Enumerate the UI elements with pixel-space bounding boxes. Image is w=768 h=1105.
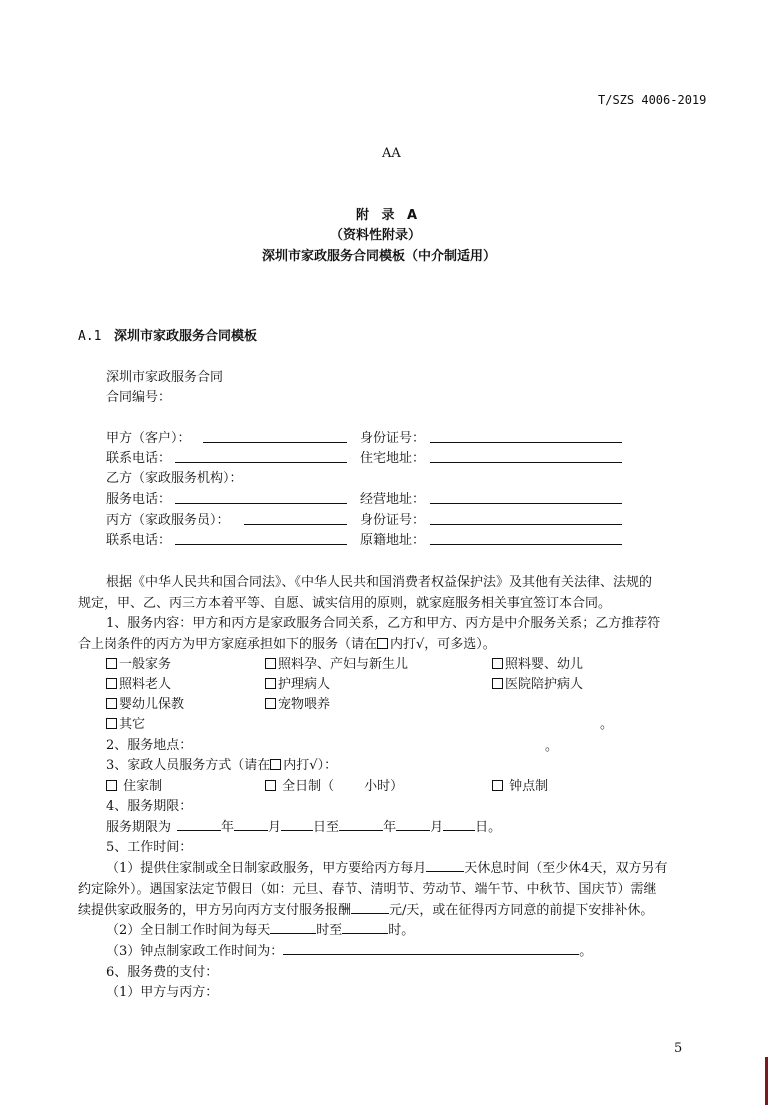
- service-location-label: 2、服务地点：: [106, 738, 193, 753]
- appendix-title: 附 录 A: [356, 208, 418, 223]
- service-content-line-2: [78, 633, 496, 652]
- checkbox-icon[interactable]: [106, 718, 117, 729]
- checkbox-icon[interactable]: [106, 780, 117, 791]
- service-content-line-1: 1、服务内容：甲方和丙方是家政服务合同关系，乙方和甲方、丙方是中介服务关系；乙方推荐符: [106, 616, 661, 631]
- service-option[interactable]: [492, 673, 583, 692]
- work-time-1-text-b: 天休息时间（至少休4天，双方另有: [464, 861, 668, 876]
- service-option[interactable]: [106, 673, 171, 692]
- hourly-time-field[interactable]: [283, 942, 579, 955]
- home-address-field[interactable]: [430, 462, 622, 463]
- work-time-1-text-c: 续提供家政服务的，甲方另向丙方支付服务报酬: [78, 903, 352, 918]
- service-option-label: 照料孕、产妇与新生儿: [278, 657, 409, 672]
- work-time-1-text-d: 元/天，或在征得丙方同意的前提下安排补休。: [389, 903, 654, 918]
- mode-hours-label: 小时）: [364, 779, 404, 794]
- service-option-other[interactable]: [106, 713, 145, 732]
- service-mode-text-b: 内打√）：: [283, 758, 338, 773]
- payment-sub-1: （1）甲方与丙方：: [106, 985, 219, 1000]
- contact-phone-c-label: 联系电话：: [106, 533, 172, 548]
- mode-full-day[interactable]: [265, 775, 403, 794]
- checkbox-icon[interactable]: [106, 698, 117, 709]
- party-c-field[interactable]: [244, 524, 347, 525]
- checkbox-icon[interactable]: [265, 658, 276, 669]
- section-title: 深圳市家政服务合同模板: [114, 329, 258, 344]
- work-time-1-line-1: [106, 857, 668, 876]
- standard-code: T/SZS 4006-2019: [598, 93, 707, 107]
- service-option-label: 照料老人: [119, 677, 172, 692]
- business-address-field[interactable]: [430, 503, 622, 504]
- work-time-2-text-c: 时。: [388, 923, 415, 938]
- work-time-2-line: [106, 919, 414, 938]
- party-c-phone-field[interactable]: [175, 544, 347, 545]
- contract-number-label: 合同编号：: [106, 390, 172, 405]
- party-a-id-field[interactable]: [430, 442, 622, 443]
- day-to-label: 日至: [313, 820, 340, 835]
- end-day-field[interactable]: [443, 818, 475, 831]
- preamble-line-2: 规定，甲、乙、丙三方本着平等、自愿、诚实信用的原则，就家庭服务相关事宜签订本合同。: [78, 596, 612, 611]
- service-option[interactable]: [265, 653, 408, 672]
- top-mark: AA: [382, 146, 401, 161]
- mode-hourly[interactable]: [492, 775, 548, 794]
- party-a-field[interactable]: [203, 442, 347, 443]
- service-option-label: 宠物喂养: [278, 697, 331, 712]
- service-option[interactable]: [106, 693, 184, 712]
- start-year-field[interactable]: [177, 818, 221, 831]
- id-number-label: 身份证号：: [360, 431, 426, 446]
- service-term-heading: 4、服务期限：: [106, 799, 193, 814]
- party-c-label: 丙方（家政服务员）：: [106, 513, 230, 528]
- month-label: 月: [268, 820, 282, 835]
- id-number-c-label: 身份证号：: [360, 513, 426, 528]
- service-content-text-b: 内打√，可多选）。: [390, 637, 496, 652]
- full-day-end-field[interactable]: [342, 921, 388, 934]
- service-option-label: 医院陪护病人: [505, 677, 584, 692]
- section-number: A.1: [78, 329, 102, 344]
- checkbox-icon[interactable]: [106, 658, 117, 669]
- year-label: 年: [221, 820, 235, 835]
- appendix-main-title: 深圳市家政服务合同模板（中介制适用）: [262, 249, 497, 264]
- term-label: 服务期限为: [106, 820, 172, 835]
- service-option[interactable]: [265, 673, 330, 692]
- work-time-3-text-b: 。: [579, 944, 593, 959]
- day-end-label: 日。: [475, 820, 502, 835]
- party-a-label: 甲方（客户）：: [106, 431, 191, 446]
- home-address-label: 住宅地址：: [360, 451, 426, 466]
- work-time-1-line-3: [78, 899, 653, 918]
- work-time-2-text-b: 时至: [316, 923, 343, 938]
- work-time-heading: 5、工作时间：: [106, 840, 193, 855]
- native-address-label: 原籍地址：: [360, 533, 426, 548]
- business-address-label: 经营地址：: [360, 492, 426, 507]
- contract-name: 深圳市家政服务合同: [106, 370, 224, 385]
- work-time-3-line: [106, 940, 592, 959]
- work-time-3-text-a: （3）钟点制家政工作时间为：: [106, 944, 284, 959]
- service-option-label: 其它: [119, 717, 146, 732]
- service-option[interactable]: [492, 653, 583, 672]
- work-time-1-text-a: （1）提供住家制或全日制家政服务，甲方要给丙方每月: [106, 861, 427, 876]
- end-month-field[interactable]: [396, 818, 430, 831]
- service-option-label: 护理病人: [278, 677, 331, 692]
- party-c-id-field[interactable]: [430, 524, 622, 525]
- checkbox-icon[interactable]: [265, 780, 276, 791]
- month-label-2: 月: [430, 820, 444, 835]
- service-option[interactable]: [106, 653, 171, 672]
- service-option[interactable]: [265, 693, 330, 712]
- appendix-subtitle: （资料性附录）: [330, 228, 422, 243]
- year-label-2: 年: [383, 820, 397, 835]
- checkbox-icon: [270, 759, 281, 770]
- checkbox-icon[interactable]: [492, 780, 503, 791]
- checkbox-icon[interactable]: [106, 678, 117, 689]
- work-time-2-text-a: （2）全日制工作时间为每天: [106, 923, 271, 938]
- mode-hourly-label: 钟点制: [505, 779, 549, 794]
- holiday-fee-field[interactable]: [351, 901, 389, 914]
- party-b-label: 乙方（家政服务机构）：: [106, 471, 243, 486]
- preamble-line-1: 根据《中华人民共和国合同法》、《中华人民共和国消费者权益保护法》及其他有关法律、法规的: [106, 575, 653, 590]
- service-location-period: 。: [545, 739, 559, 754]
- service-phone-field[interactable]: [175, 503, 347, 504]
- checkbox-icon[interactable]: [265, 698, 276, 709]
- service-mode-text-a: 3、家政人员服务方式（请在: [106, 758, 271, 773]
- mode-full-day-label: 全日制（: [278, 779, 335, 794]
- mode-live-in-label: 住家制: [119, 779, 163, 794]
- mode-live-in[interactable]: [106, 775, 162, 794]
- contact-phone-label: 联系电话：: [106, 451, 172, 466]
- service-content-text-a: 合上岗条件的丙方为甲方家庭承担如下的服务（请在: [78, 637, 378, 652]
- native-address-field[interactable]: [430, 544, 622, 545]
- service-option-label: 照料婴、幼儿: [505, 657, 584, 672]
- service-phone-label: 服务电话：: [106, 492, 172, 507]
- start-month-field[interactable]: [234, 818, 268, 831]
- service-term-line: [106, 816, 501, 835]
- service-mode-heading: [106, 754, 337, 773]
- service-option-label: 一般家务: [119, 657, 172, 672]
- full-day-start-field[interactable]: [270, 921, 316, 934]
- checkbox-icon: [377, 638, 388, 649]
- page-number: 5: [674, 1041, 683, 1056]
- party-a-phone-field[interactable]: [175, 462, 347, 463]
- checkbox-icon[interactable]: [492, 678, 503, 689]
- checkbox-icon[interactable]: [265, 678, 276, 689]
- payment-heading: 6、服务费的支付：: [106, 965, 219, 980]
- section-heading: [78, 325, 257, 344]
- checkbox-icon[interactable]: [492, 658, 503, 669]
- start-day-field[interactable]: [281, 818, 313, 831]
- work-time-1-line-2: 约定除外）。遇国家法定节假日（如：元旦、春节、清明节、劳动节、端午节、中秋节、国庆节）需继: [78, 882, 657, 897]
- end-year-field[interactable]: [339, 818, 383, 831]
- rest-days-field[interactable]: [426, 859, 464, 872]
- service-option-label: 婴幼儿保教: [119, 697, 185, 712]
- other-period: 。: [600, 717, 614, 732]
